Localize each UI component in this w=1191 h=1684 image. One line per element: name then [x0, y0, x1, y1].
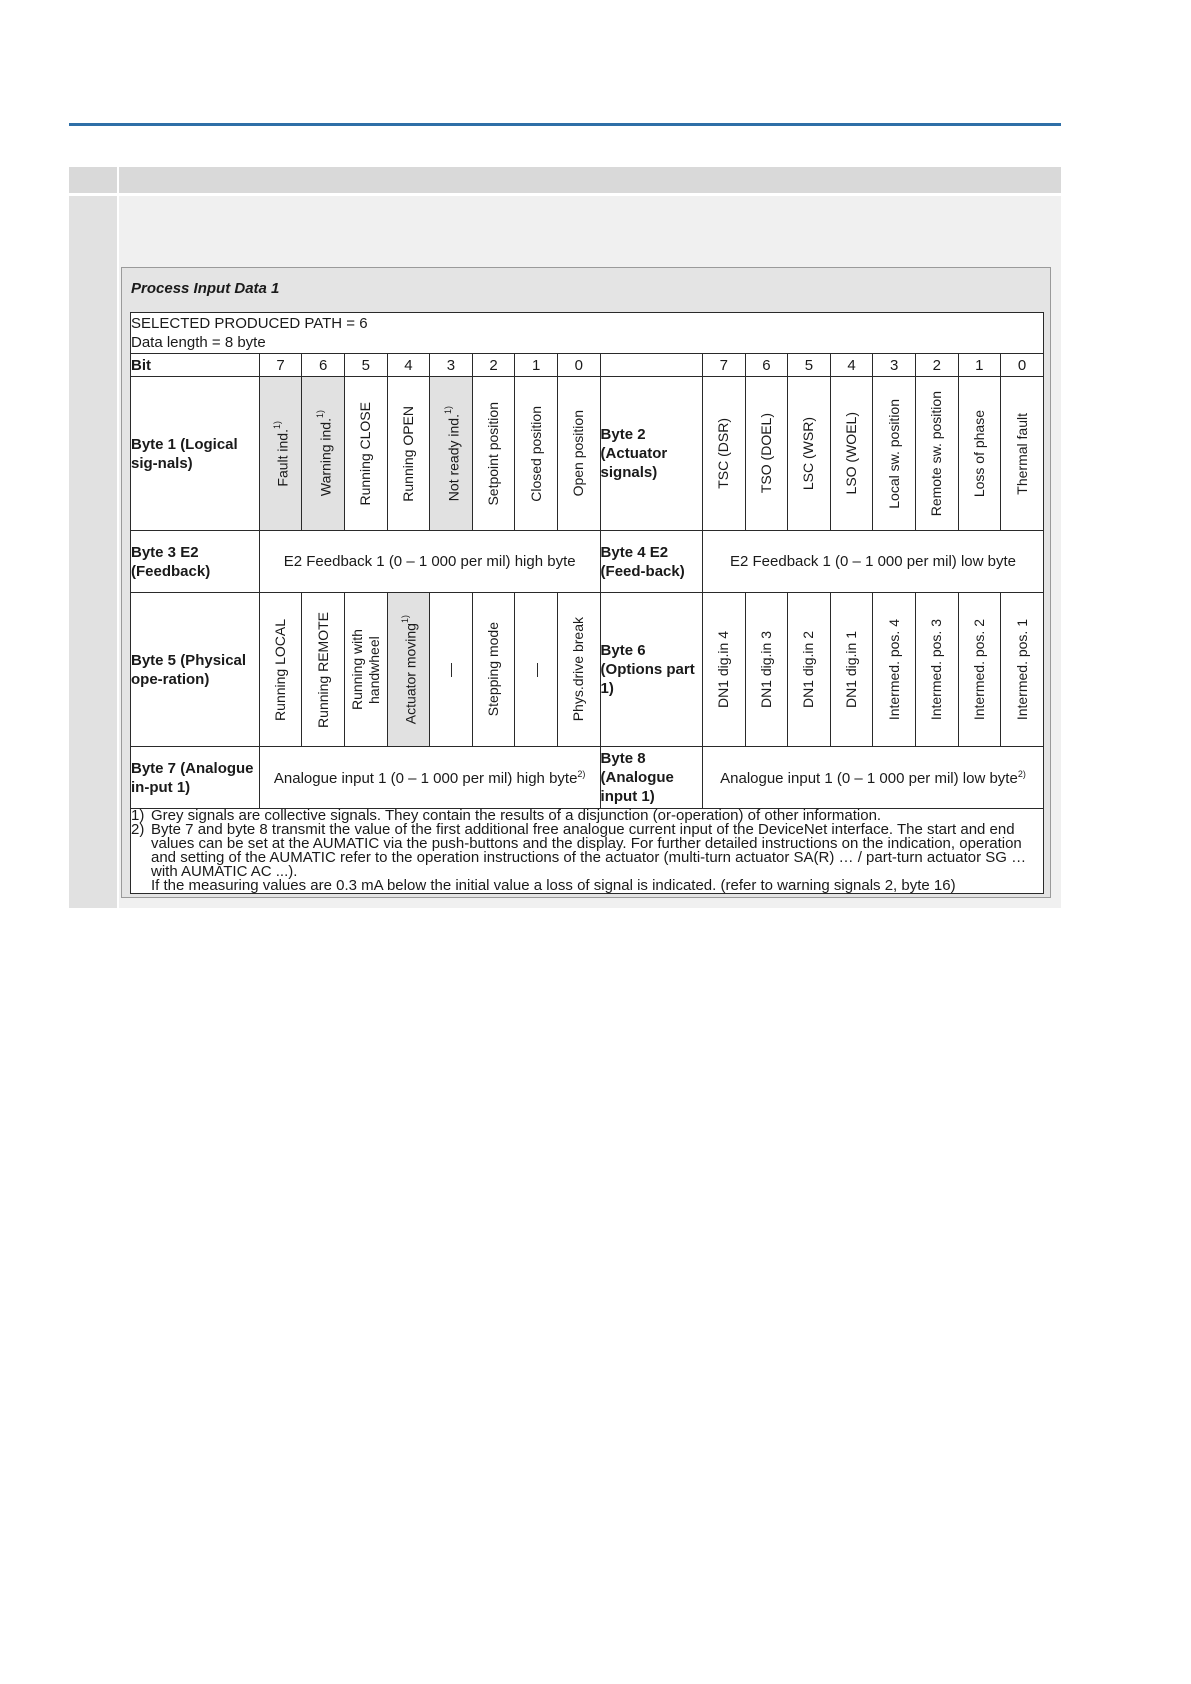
bit-number: 3 — [873, 354, 916, 377]
signal-label: — — [527, 662, 544, 677]
byte7-byte8-row — [131, 747, 1044, 809]
signal-label: Warning ind.$^{1)}$ — [314, 410, 334, 497]
byte2-bit2-cell — [915, 377, 958, 531]
signal-label: Stepping mode — [485, 622, 502, 717]
bit-number: 5 — [788, 354, 831, 377]
bit-row — [131, 354, 1044, 377]
signal-label: Setpoint position — [485, 401, 502, 506]
footnote: 2) Byte 7 and byte 8 transmit the value of the first additional free analogue current input of the DeviceNet interface. The start and end values can be set at the AUMATIC via the push-buttons and the display. For further detailed instructions on the indication, operation and setting of the AUMATIC refer to the operation instructions of the actuator (multi-turn actuator SA(R) … / part-turn actuator SG … with AUMATIC AC ...). — [131, 821, 1027, 880]
signal-label: Not ready ind.$^{1)}$ — [442, 405, 462, 502]
byte5-bit5-cell — [344, 593, 387, 747]
byte8-value: Analogue input 1 (0 – 1 000 per mil) low byte$^{2)}$ — [702, 747, 1043, 809]
bit-number: 7 — [702, 354, 745, 377]
bit-number: 0 — [557, 354, 600, 377]
path-row — [131, 313, 1044, 354]
bit-number: 6 — [302, 354, 345, 377]
byte1-bit7-cell — [259, 377, 302, 531]
table-title: Process Input Data 1 — [131, 280, 280, 297]
path-cell — [131, 313, 1044, 354]
byte2-bit0-cell — [1001, 377, 1044, 531]
bit-number: 0 — [1001, 354, 1044, 377]
signal-label: Thermal fault — [1013, 412, 1030, 495]
signal-label: Running REMOTE — [314, 611, 331, 728]
byte6-bit5-cell — [788, 593, 831, 747]
byte5-bit2-cell — [472, 593, 515, 747]
byte1-bit6-cell — [302, 377, 345, 531]
bit-number: 2 — [915, 354, 958, 377]
byte5-bit4-cell — [387, 593, 430, 747]
byte6-bit2-cell — [915, 593, 958, 747]
signal-label: Intermed. pos. 1 — [1013, 618, 1030, 721]
data-length: Data length = 8 byte — [131, 334, 266, 351]
signal-label: Running LOCAL — [272, 618, 289, 721]
signal-label: — — [442, 662, 459, 677]
bit-number: 4 — [830, 354, 873, 377]
signal-label: TSC (DSR) — [715, 418, 732, 489]
byte5-bit3-cell — [430, 593, 473, 747]
signal-label: Phys.drive break — [570, 617, 587, 722]
signal-label: Local sw. position — [885, 398, 902, 509]
byte6-label: Byte 6 (Options part 1) — [600, 593, 702, 747]
section-side-column — [69, 196, 117, 908]
signal-label: Open position — [570, 410, 587, 497]
notes-row — [131, 809, 1044, 894]
byte8-label: Byte 8 (Analogue input 1) — [600, 747, 702, 809]
byte1-bit3-cell — [430, 377, 473, 531]
byte6-bit3-cell — [873, 593, 916, 747]
signal-label: TSO (DOEL) — [757, 413, 774, 494]
byte1-byte2-row — [131, 377, 1044, 531]
signal-label: Running OPEN — [399, 405, 416, 502]
byte1-bit5-cell — [344, 377, 387, 531]
footnotes — [131, 809, 1044, 894]
signal-label: Intermed. pos. 4 — [885, 618, 902, 721]
byte7-value: Analogue input 1 (0 – 1 000 per mil) high byte$^{2)}$ — [259, 747, 600, 809]
signal-label: DN1 dig.in 3 — [757, 630, 774, 709]
bit-number: 6 — [745, 354, 788, 377]
byte6-bit7-cell — [702, 593, 745, 747]
signal-label: Running CLOSE — [357, 401, 374, 506]
footnote: If the measuring values are 0.3 mA below the initial value a loss of signal is indicated. (refer to warning signals 2, byte 16) — [151, 877, 956, 894]
signal-label: Actuator moving$^{1)}$ — [400, 614, 419, 725]
byte6-bit1-cell — [958, 593, 1001, 747]
section-header-band — [69, 167, 1061, 193]
bit-spacer — [600, 354, 702, 377]
bit-number: 1 — [515, 354, 558, 377]
signal-label: Intermed. pos. 2 — [970, 618, 987, 721]
signal-label: Remote sw. position — [928, 390, 945, 517]
signal-label: Intermed. pos. 3 — [928, 618, 945, 721]
signal-label: Closed position — [527, 405, 544, 502]
byte5-bit7-cell — [259, 593, 302, 747]
byte5-label: Byte 5 (Physical ope-ration) — [131, 593, 260, 747]
signal-label: Running with handwheel — [348, 629, 382, 710]
byte1-bit4-cell — [387, 377, 430, 531]
bit-number: 4 — [387, 354, 430, 377]
signal-label: Fault ind.$^{1)}$ — [272, 420, 291, 487]
signal-label: Loss of phase — [970, 409, 987, 498]
byte5-bit1-cell — [515, 593, 558, 747]
signal-label: DN1 dig.in 1 — [843, 630, 860, 709]
byte2-bit4-cell — [830, 377, 873, 531]
byte2-bit6-cell — [745, 377, 788, 531]
byte4-label: Byte 4 E2 (Feed-back) — [600, 531, 702, 593]
byte6-bit0-cell — [1001, 593, 1044, 747]
byte7-label: Byte 7 (Analogue in-put 1) — [131, 747, 260, 809]
byte5-bit0-cell — [557, 593, 600, 747]
byte1-label: Byte 1 (Logical sig-nals) — [131, 377, 260, 531]
byte5-bit6-cell — [302, 593, 345, 747]
byte2-bit5-cell — [788, 377, 831, 531]
process-input-data-frame — [121, 267, 1051, 898]
byte2-bit7-cell — [702, 377, 745, 531]
signal-label: LSO (WOEL) — [843, 412, 860, 495]
bit-number: 2 — [472, 354, 515, 377]
signal-label: DN1 dig.in 4 — [715, 630, 732, 709]
byte1-bit1-cell — [515, 377, 558, 531]
byte3-byte4-row — [131, 531, 1044, 593]
byte4-value: E2 Feedback 1 (0 – 1 000 per mil) low byte — [702, 531, 1043, 593]
byte3-value: E2 Feedback 1 (0 – 1 000 per mil) high byte — [259, 531, 600, 593]
byte6-bit4-cell — [830, 593, 873, 747]
signal-label: DN1 dig.in 2 — [800, 630, 817, 709]
bit-number: 3 — [430, 354, 473, 377]
byte1-bit0-cell — [557, 377, 600, 531]
signal-label: LSC (WSR) — [800, 416, 817, 491]
produced-path: SELECTED PRODUCED PATH = 6 — [131, 315, 368, 332]
footnote: 1) Grey signals are collective signals. They contain the results of a disjunction (or-operation) of other information. — [131, 807, 882, 824]
byte2-bit1-cell — [958, 377, 1001, 531]
byte1-bit2-cell — [472, 377, 515, 531]
bit-number: 7 — [259, 354, 302, 377]
byte3-label: Byte 3 E2 (Feedback) — [131, 531, 260, 593]
header-rule — [69, 123, 1061, 126]
process-input-data-table — [130, 312, 1044, 894]
byte6-bit6-cell — [745, 593, 788, 747]
byte2-label: Byte 2 (Actuator signals) — [600, 377, 702, 531]
bit-number: 5 — [344, 354, 387, 377]
bit-label: Bit — [131, 354, 260, 377]
byte2-bit3-cell — [873, 377, 916, 531]
bit-number: 1 — [958, 354, 1001, 377]
byte5-byte6-row — [131, 593, 1044, 747]
